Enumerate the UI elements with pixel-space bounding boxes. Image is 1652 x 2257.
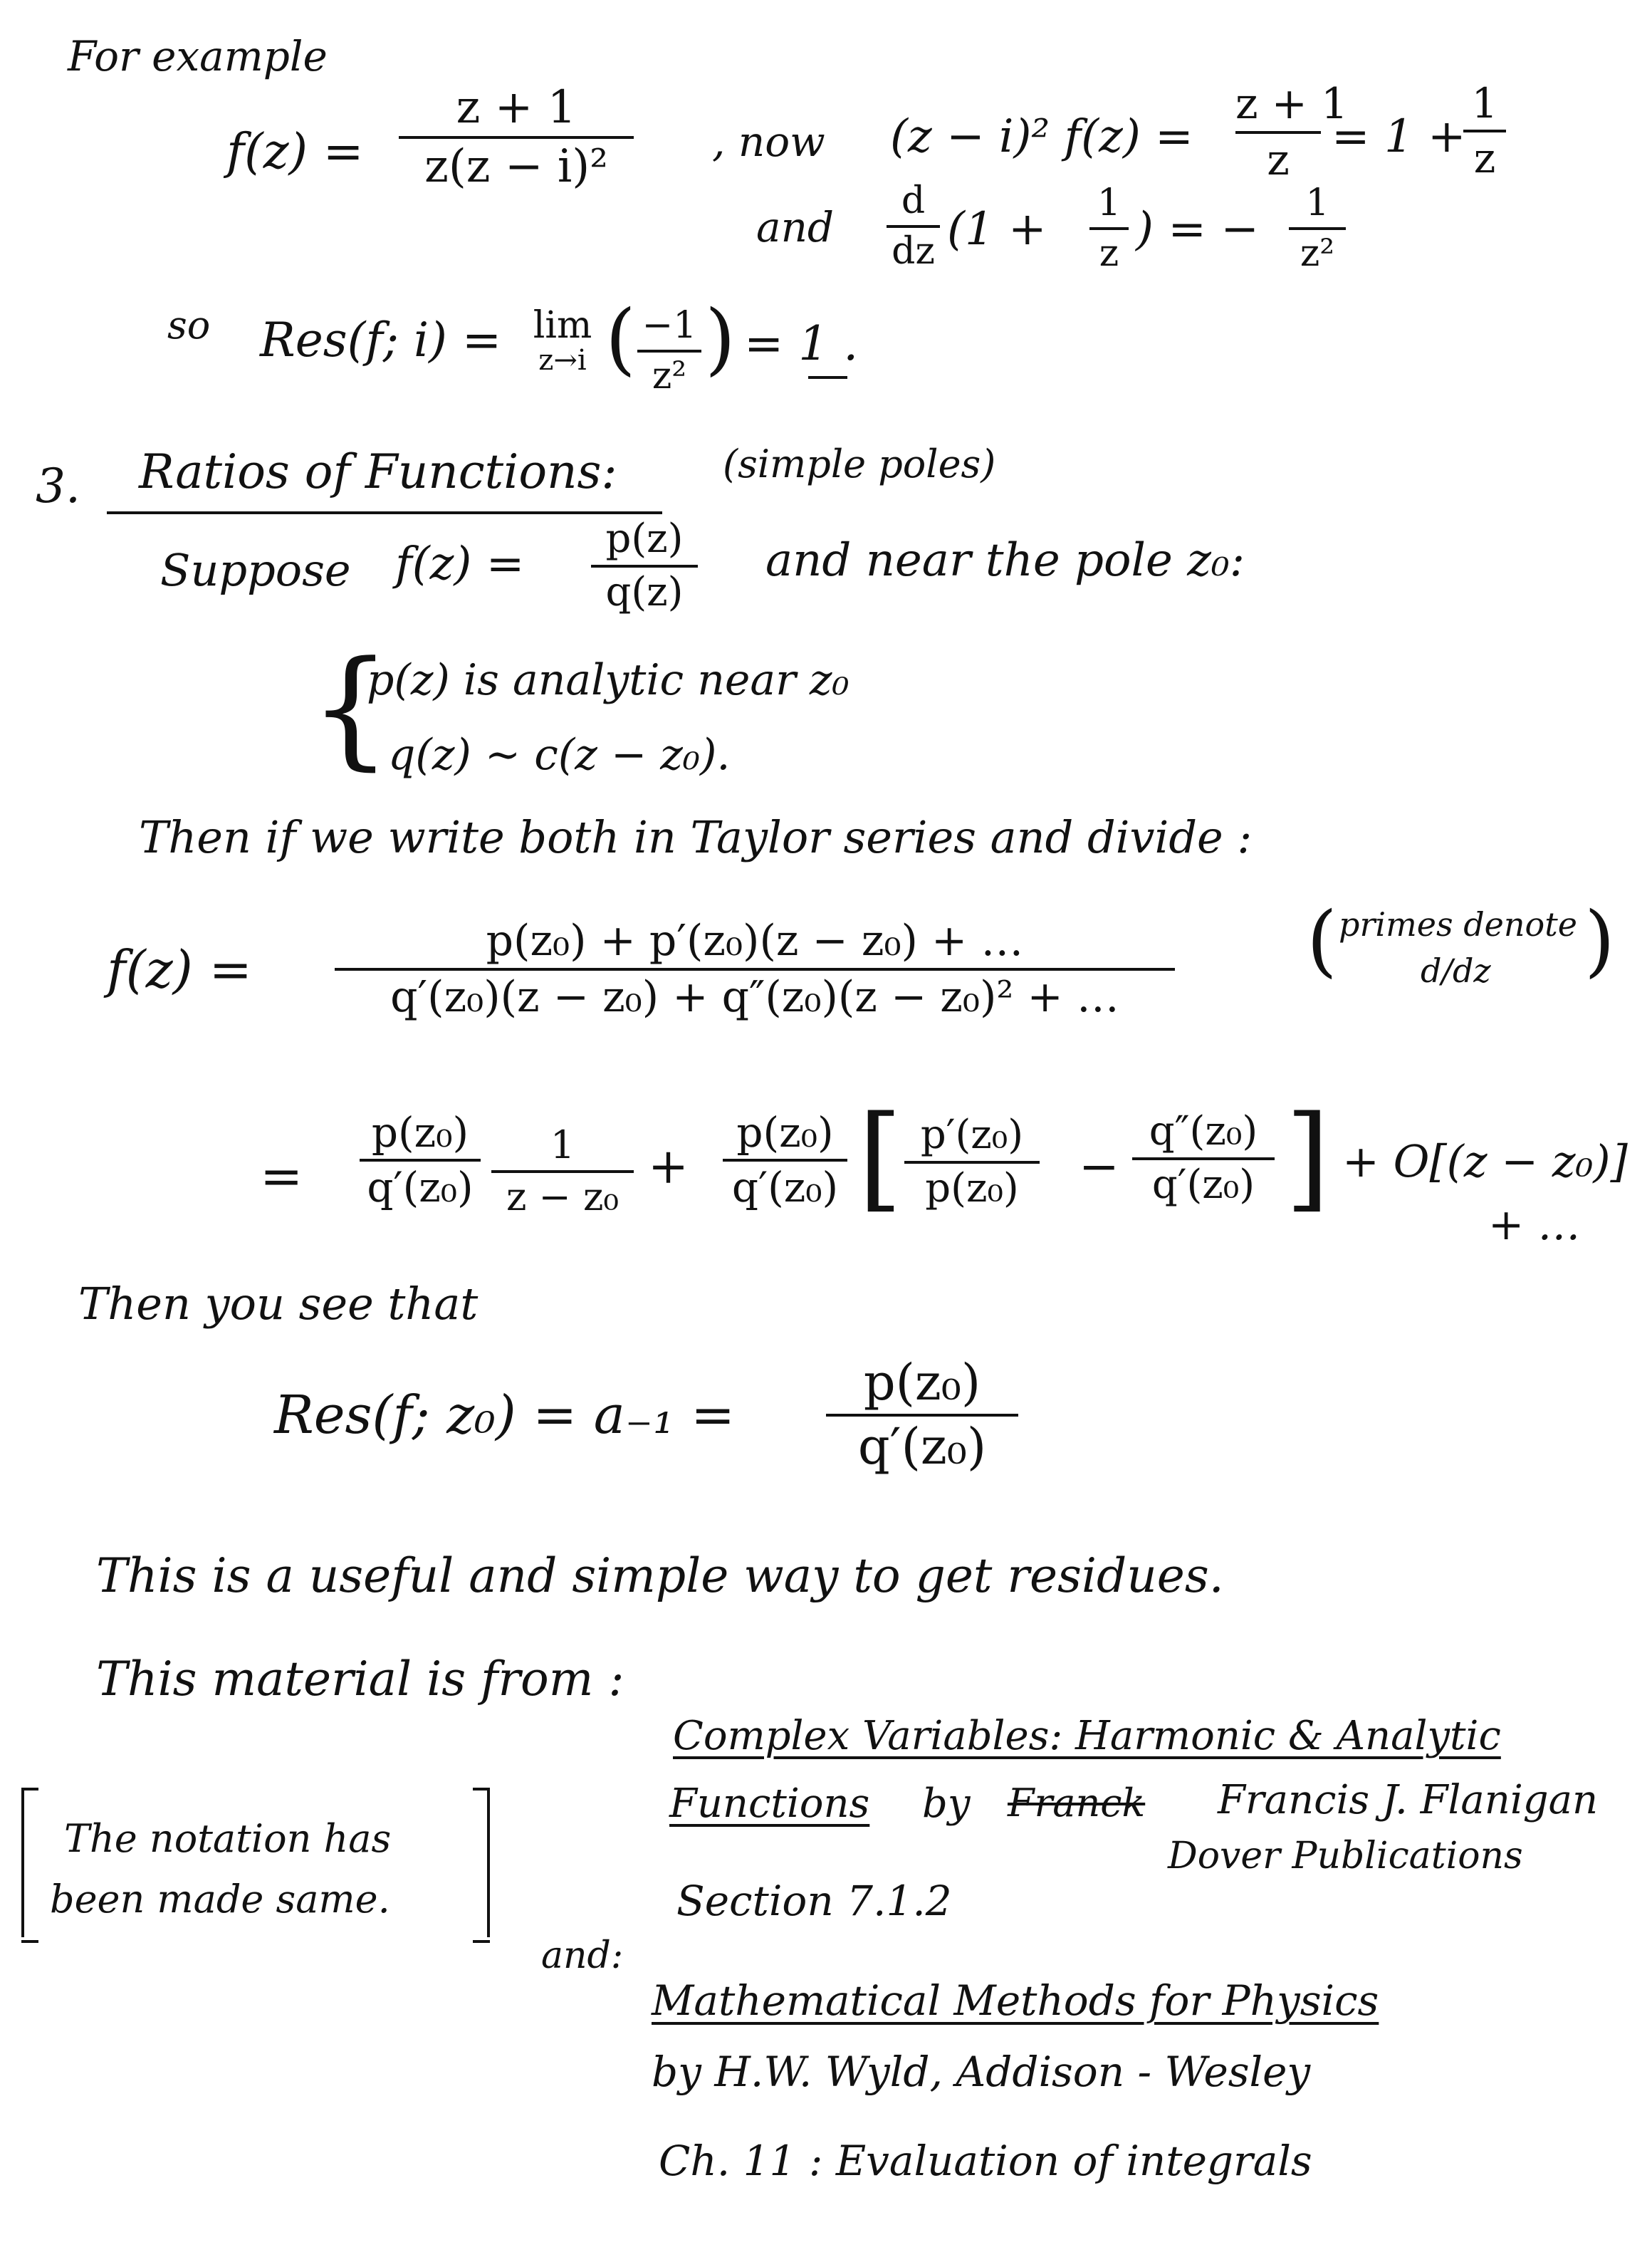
- example-limit-numerator: −1: [642, 304, 697, 347]
- example-limit-label: lim: [533, 304, 592, 347]
- section-title-underline: [107, 511, 662, 514]
- series-fraction: [335, 916, 1175, 1022]
- example-and-label: and: [756, 203, 835, 251]
- expansion-plus: +: [648, 1139, 689, 1195]
- example-now-label: , now: [712, 118, 825, 166]
- example-now-lhs: (z − i)² f(z) =: [890, 110, 1193, 163]
- series-denominator: q′(z₀)(z − z₀) + q″(z₀)(z − z₀)² + …: [390, 972, 1119, 1022]
- example-now-fraction: [1235, 79, 1349, 185]
- expansion-bracket-close: ]: [1285, 1090, 1330, 1224]
- example-d-denominator: dz: [892, 229, 935, 273]
- series-f-lhs: f(z) =: [107, 939, 252, 999]
- book2-chapter: Ch. 11 : Evaluation of integrals: [659, 2137, 1312, 2185]
- example-f-numerator: z + 1: [456, 81, 577, 134]
- book1-section: Section 7.1.2: [676, 1877, 952, 1925]
- example-limit: [523, 306, 602, 375]
- example-derivative-paren: (1 +: [947, 203, 1047, 256]
- book1-title-line2: Functions: [669, 1781, 870, 1827]
- book1-struck-name: Franck: [1008, 1781, 1146, 1825]
- example-now-denominator: z: [1267, 135, 1290, 185]
- expansion-term1-denominator: q′(z₀): [367, 1162, 474, 1211]
- references-and: and:: [541, 1934, 624, 1977]
- example-residue-lhs: Res(f; i) =: [260, 313, 502, 368]
- book1-by: by: [922, 1781, 971, 1827]
- section-number: 3.: [36, 459, 80, 514]
- primes-note-bottom: d/dz: [1421, 952, 1491, 990]
- example-limit-close-paren: ): [705, 293, 736, 384]
- expansion-equals: =: [260, 1146, 303, 1206]
- notation-note-line2: been made same.: [50, 1877, 390, 1922]
- suppose-f-lhs: f(z) =: [395, 538, 525, 590]
- example-d-result-numerator: 1: [1305, 182, 1329, 224]
- example-f-fraction: [399, 81, 634, 194]
- example-derivative-close: ) = −: [1136, 203, 1259, 256]
- example-now-numerator: z + 1: [1235, 79, 1349, 129]
- example-limit-subscript: z→i: [538, 343, 587, 377]
- suppose-fraction: [591, 518, 698, 614]
- example-now-rhs-numerator: 1: [1471, 79, 1498, 127]
- suppose-denominator: q(z): [605, 568, 684, 615]
- example-derivative-result-fraction: [1289, 184, 1346, 273]
- example-limit-fraction: [637, 306, 701, 395]
- useful-sentence: This is a useful and simple way to get residues.: [96, 1548, 1224, 1603]
- notation-note-line1: The notation has: [64, 1816, 392, 1861]
- expansion-pole-numerator: 1: [550, 1122, 575, 1167]
- expansion-term1-fraction: [360, 1108, 481, 1211]
- conditions-brace: {: [310, 634, 392, 783]
- expansion-more-terms: + …: [1488, 1200, 1581, 1250]
- example-result-underline: [808, 376, 847, 379]
- example-intro: For example: [68, 32, 328, 80]
- primes-note-open-paren: (: [1307, 895, 1337, 986]
- material-sentence: This material is from :: [96, 1652, 624, 1706]
- expansion-term1-numerator: p(z₀): [371, 1108, 469, 1157]
- expansion-term2-denominator: q′(z₀): [731, 1162, 839, 1211]
- book1-publisher: Dover Publications: [1168, 1835, 1523, 1877]
- example-d-inner-numerator: 1: [1097, 182, 1122, 224]
- book1-title-line1: Complex Variables: Harmonic & Analytic: [673, 1713, 1501, 1759]
- see-that-sentence: Then you see that: [78, 1278, 479, 1330]
- book2-title: Mathematical Methods for Physics: [652, 1976, 1379, 2025]
- residue-formula-lhs: Res(f; z₀) = a₋₁ =: [274, 1385, 736, 1446]
- example-now-rhs: = 1 +: [1332, 110, 1466, 163]
- book2-author: by H.W. Wyld, Addison - Wesley: [652, 2048, 1311, 2096]
- section-title: Ratios of Functions:: [139, 444, 617, 499]
- suppose-rest: and near the pole z₀:: [765, 534, 1245, 587]
- book1-author: Francis J. Flanigan: [1218, 1777, 1599, 1823]
- example-limit-result: = 1 .: [744, 316, 859, 371]
- example-limit-denominator: z²: [652, 354, 687, 397]
- example-limit-open-paren: (: [605, 293, 636, 384]
- condition-p-analytic: p(z) is analytic near z₀: [367, 655, 849, 705]
- expansion-b1-denominator: p(z₀): [925, 1164, 1019, 1211]
- expansion-term2-fraction: [723, 1108, 847, 1211]
- expansion-pole-fraction: [491, 1122, 634, 1219]
- example-f-lhs: f(z) =: [226, 124, 364, 180]
- residue-formula-denominator: q′(z₀): [857, 1417, 987, 1476]
- expansion-b1-numerator: p′(z₀): [920, 1112, 1024, 1158]
- primes-note-close-paren: ): [1584, 895, 1615, 986]
- expansion-pole-denominator: z − z₀: [506, 1174, 620, 1219]
- section-subtitle: (simple poles): [723, 442, 996, 486]
- residue-formula-fraction: [826, 1353, 1018, 1476]
- expansion-b2-numerator: q″(z₀): [1149, 1108, 1258, 1154]
- expansion-term2-numerator: p(z₀): [736, 1108, 834, 1157]
- example-so-label: so: [167, 303, 211, 348]
- expansion-b2-denominator: q′(z₀): [1151, 1161, 1255, 1208]
- example-d-result-denominator: z²: [1300, 231, 1335, 275]
- expansion-order-term: + O[(z − z₀)]: [1342, 1135, 1628, 1187]
- condition-q-simple-zero: q(z) ∼ c(z − z₀).: [388, 730, 731, 780]
- suppose-label: Suppose: [160, 544, 351, 596]
- example-now-rhs-denominator: z: [1473, 133, 1496, 182]
- example-derivative-inner-fraction: [1089, 184, 1129, 273]
- expansion-bracket-open: [: [858, 1090, 903, 1224]
- example-f-denominator: z(z − i)²: [424, 140, 608, 194]
- expansion-b2-fraction: [1132, 1108, 1275, 1208]
- example-now-rhs-fraction: [1463, 79, 1506, 182]
- expansion-b1-fraction: [904, 1112, 1040, 1211]
- example-d-inner-denominator: z: [1099, 231, 1119, 275]
- series-numerator: p(z₀) + p′(z₀)(z − z₀) + …: [486, 916, 1024, 966]
- example-derivative-operator: [887, 179, 940, 273]
- primes-note-top: primes denote: [1339, 905, 1577, 944]
- taylor-series-sentence: Then if we write both in Taylor series and divide :: [139, 811, 1253, 863]
- residue-formula-numerator: p(z₀): [863, 1353, 981, 1412]
- suppose-numerator: p(z): [605, 516, 684, 562]
- expansion-minus: −: [1079, 1139, 1119, 1195]
- example-d-numerator: d: [901, 179, 926, 222]
